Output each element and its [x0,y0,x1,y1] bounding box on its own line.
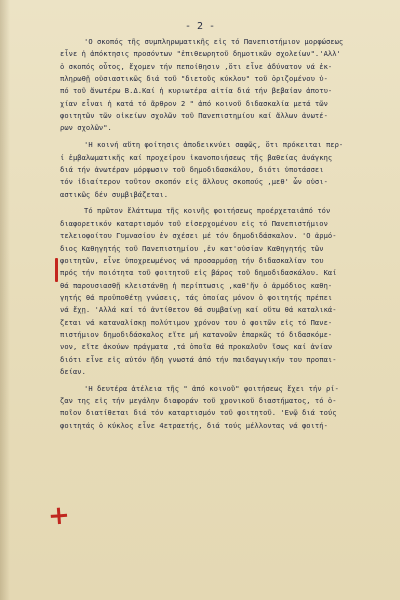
text-line: φοιτητάς ὁ κύκλος εἶνε 4ετραετής, διά τούς μέλλοντας νά φοιτή- [60,420,328,430]
text-line: νά ἔχῃ. 'Αλλά καί τό ἀντίθετον θά συμβαίνῃ καί οὕτω θά καταλικά- [60,305,337,315]
paragraph-purpose [60,36,396,135]
text-line: ποῖον διατίθεται διά τόν καταρτισμόν τοῦ φοιτητοῦ. 'Ενῷ διά τούς [60,408,337,418]
text-line: 'Ο σκοπός τῆς συμπληρωματικῆς εἰς τό Πανεπιστήμιον μορφώσεως [84,37,344,46]
paragraph-first-defect [60,205,396,378]
text-line: τόν ἰδιαίτερον τοῦτον σκοπόν εἰς ἄλλους σκοπούς ,μεθ' ὧν οὐσι- [60,177,328,187]
text-line: πό τοῦ ἄνωτέρω Β.Δ.Καί ἡ κυριωτέρα αἰτία διά τήν βεβαίαν ἀποτυ- [60,86,333,96]
paragraph-second-defect [60,383,396,432]
text-line: γητής θά προϋποθέτῃ γνώσεις, τάς ὁποίας μόνον ὁ φοιτητής πρέπει [60,292,333,302]
text-line: ὁ σκοπός οὗτος, ἔχομεν τήν πεποίθησιν ,ὅτι εἶνε ἀδύνατον νά ἐκ- [60,61,333,71]
text-line: ζαν της εἰς τήν μεγάλην διαφοράν τοῦ χρονικοῦ διαστήματος, τό ὁ- [60,396,337,406]
text-line: χίαν εἶναι ἡ κατά τό ἄρθρον 2 " ἀπό κοινοῦ διδασκαλία μετά τῶν [60,98,328,108]
text-line: πρός τήν ποιότητα τοῦ φοιτητοῦ εἰς βάρος τοῦ δημοδιδασκάλου. Καί [60,268,337,278]
text-line: 'Η δευτέρα ἀτέλεια τῆς " ἀπό κοινοῦ" φοιτήσεως ἔχει τήν ρί- [84,383,339,393]
text-line: διότι εἶνε εἰς αὐτόν ἤδη γνωστά ἀπό τήν παιδαγωγικήν του προπαι- [60,354,337,364]
page-edge-shadow [0,0,10,600]
text-line: 'Η κοινή αὕτη φοίτησις ἀποδεικνύει σαφῶς, ὅτι πρόκειται περ- [84,140,344,150]
red-cross-mark: + [46,500,71,532]
text-line: αστικῶς δέν συμβιβάζεται. [60,189,169,199]
text-line: νον, εἴτε ἀκούων πράγματα ,τά ὁποῖα θά προκαλοῦν ἴσως καί ἀνίαν [60,342,333,352]
red-margin-bar-mark [55,258,58,282]
text-line: πιστήμιον δημοδιδάσκαλος εἴτε μή κατανοῶν ἐπαρκῶς τό διδασκόμε- [60,329,333,339]
text-line: διαφορετικόν καταρτισμόν τοῦ εἰσερχομένου εἰς τό Πανεπιστήμιον [60,218,328,228]
text-line: θά παρουσιασθῇ κλειστάνθῃ ἡ περίπτωσις ,καθ'ἥν ὁ ἀρμόδιος καθη- [60,280,333,290]
text-line: δείαν. [60,366,86,376]
text-line: πληρωθῇ οὐσιαστικῶς διά τοῦ "διετοῦς κύκλου" τοῦ ὁριζομένου ὑ- [60,74,328,84]
text-line: τελειοφοίτου Γυμνασίου ἐν σχέσει μέ τόν δημοδιδάσκαλον. 'Ο ἀρμό- [60,231,337,241]
text-line: Τό πρῶτον ἔλάττωμα τῆς κοινῆς φοιτήσεως προέρχεταιἀπό τόν [84,206,331,216]
text-line: διά τήν ἀνωτέραν μόρφωσιν τοῦ δημοδιδασκάλου, διότι ὑποτάσσει [60,164,324,174]
text-line: εἶνε ἡ ἀπόκτησις προσόντων "ἐπιθεωρητοῦ δημοτικῶν σχολείων".'Αλλ' [60,49,341,59]
text-line: ζεται νά καταναλίσκῃ πολύτιμον χρόνον του ὁ φοιτῶν εἰς τό Πανε- [60,317,333,327]
page-number: - 2 - [184,21,216,32]
text-line: ρων σχολῶν". [60,123,112,133]
paragraph-common-attendance [60,139,396,201]
text-line: φοιτητῶν τῶν οἰκείων σχολῶν τοῦ Πανεπιστημίου καί ἄλλων ἀνωτέ- [60,111,328,121]
text-line: φοιτητῶν, εἶνε ὑποχρεωμένος νά προσαρμόσῃ τήν διδασκαλίαν του [60,255,324,265]
document-body [60,36,396,437]
text-line: ί ἐμβαλωματικῆς καί προχείρου ἱκανοποιήσεως τῆς βαθείας ἀνάγκης [60,152,333,162]
text-line: διος Καθηγητής τοῦ Πανεπιστημίου ,ἐν κατ'οὐσίαν Καθηγητής τῶν [60,243,324,253]
